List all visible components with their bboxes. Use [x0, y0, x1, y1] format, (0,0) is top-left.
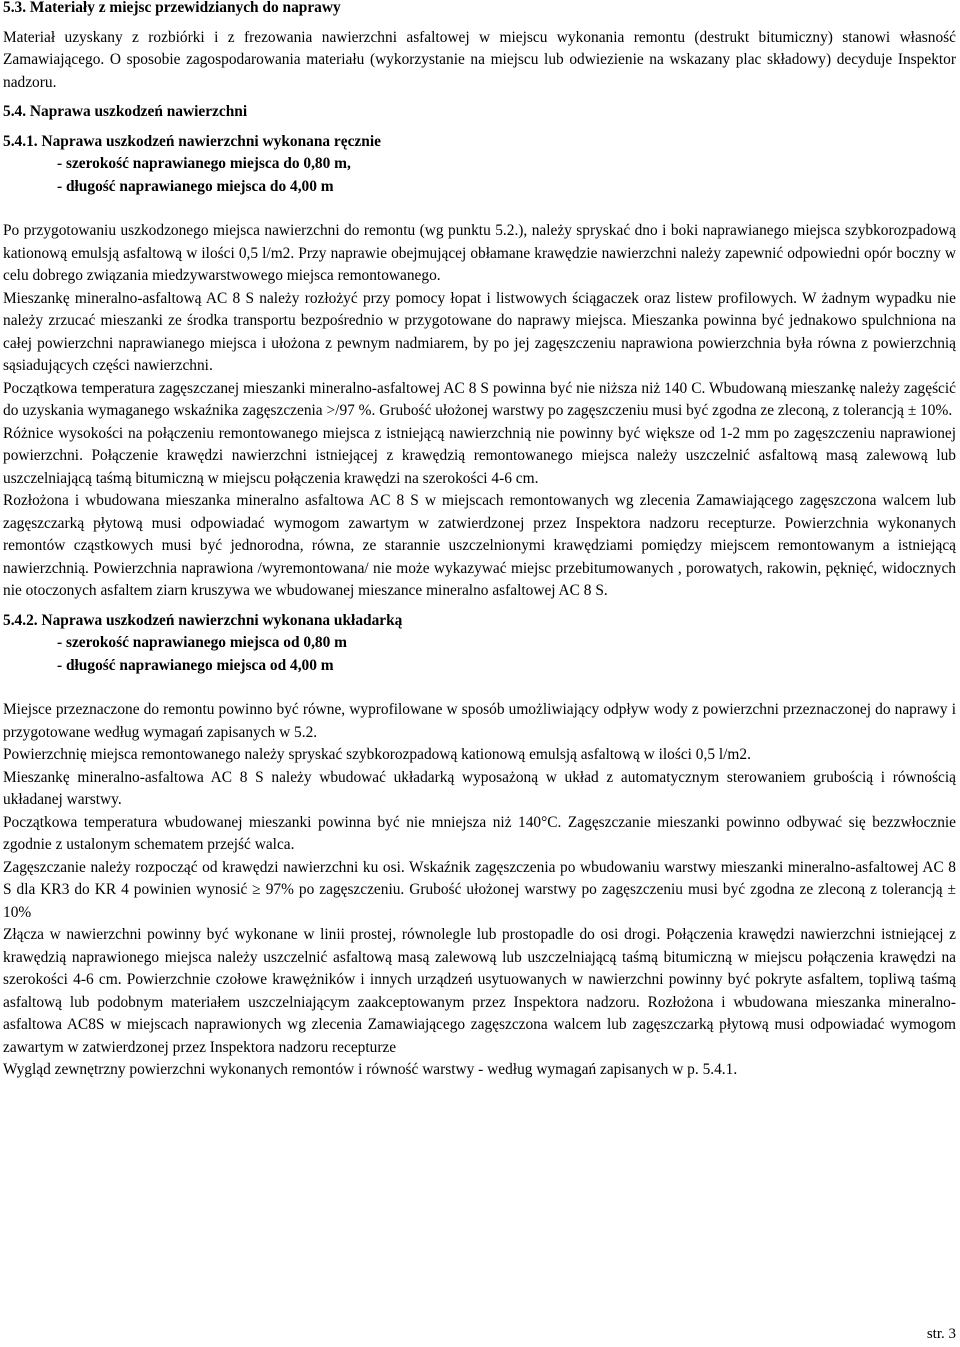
heading-5-4-1-width: - szerokość naprawianego miejsca do 0,80 m, [57, 155, 351, 172]
paragraph-5-4-2-1: Miejsce przeznaczone do remontu powinno być równe, wyprofilowane w sposób umożliwiający odpływ wody z powierzchni przeznaczonej do naprawy i przygotowane według wymagań zapisanych w 5.2. [3, 701, 956, 741]
paragraph-5-4-1-1: Po przygotowaniu uszkodzonego miejsca nawierzchni do remontu (wg punktu 5.2.), należy spryskać dno i boki naprawianego miejsca szybkorozpadową kationową emulsją asfaltową w ilości 0,5 l/m2. Przy naprawie obejmującej obłamane krawędzie nawierzchni należy zapewnić odpowiedni opór boczny w celu dobrego związania miedzywarstwowego miejsca remontowanego. [3, 222, 956, 284]
paragraph-5-4-2-5: Zagęszczanie należy rozpocząć od krawędzi nawierzchni ku osi. Wskaźnik zagęszczenia po wbudowaniu warstwy mieszanki mineralno-asfaltowej AC 8 S dla KR3 do KR 4 powinien wynosić ≥ 97% po zagęszczeniu. Grubość ułożonej warstwy po zagęszczeniu musi być zgodna ze zleconą z tolerancją ± 10% [3, 858, 956, 921]
heading-5-4-2-length: - długość naprawianego miejsca od 4,00 m [57, 656, 334, 674]
paragraph-5-4-1-4: Różnice wysokości na połączeniu remontowanego miejsca z istniejącą nawierzchnią nie powinny być większe od 1-2 mm po zagęszczeniu naprawionej powierzchni. Połączenie krawędzi nawierzchni istniejącej z krawędzią remontowanego miejsca należy uszczelnić asfaltową masą zalewową lub uszczelniającą taśmą bitumiczną w miejscu połączenia krawędzi na szerokości 4-6 cm. [3, 424, 956, 487]
heading-5-4-2: 5.4.2. Naprawa uszkodzeń nawierzchni wykonana układarką [3, 611, 403, 629]
paragraph-5-3: Materiał uzyskany z rozbiórki i z frezowania nawierzchni asfaltowej w miejscu wykonania remontu (destrukt bitumiczny) stanowi własność Zamawiającego. O sposobie zagospodarowania materiału (wykorzystanie na miejscu lub odwiezienie na wskazany plac składowy) decyduje Inspektor nadzoru. [3, 28, 956, 91]
paragraph-5-4-2-3: Mieszankę mineralno-asfaltowa AC 8 S należy wbudować układarką wyposażoną w układ z automatycznym sterowaniem grubością i równością układanej warstwy. [3, 768, 956, 808]
page-number: str. 3 [926, 1326, 956, 1342]
paragraph-5-4-2-4: Początkowa temperatura wbudowanej mieszanki powinna być nie mniejsza niż 140°C. Zagęszczanie mieszanki powinno odbywać się bezzwłocznie zgodnie z ustalonym schematem przejść walca. [3, 813, 956, 853]
heading-5-4: 5.4. Naprawa uszkodzeń nawierzchni [3, 103, 248, 120]
heading-5-3: 5.3. Materiały z miejsc przewidzianych do naprawy [3, 0, 341, 16]
paragraph-5-4-2-7: Wygląd zewnętrzny powierzchni wykonanych remontów i równość warstwy - według wymagań zapisanych w p. 5.4.1. [3, 1061, 738, 1078]
paragraph-5-4-1-3: Początkowa temperatura zagęszczanej mieszanki mineralno-asfaltowej AC 8 S powinna być nie niższa niż 140 C. Wbudowaną mieszankę należy zagęścić do uzyskania wymaganego wskaźnika zagęszczenia >/97 %. Grubość ułożonej warstwy po zagęszczeniu musi być zgodna ze zleconą, z tolerancją ± 10%. [3, 379, 956, 419]
paragraph-5-4-1-5: Rozłożona i wbudowana mieszanka mineralno asfaltowa AC 8 S w miejscach remontowanych wg zlecenia Zamawiającego zagęszczona walcem lub zagęszczarką płytową musi odpowiadać wymogom zawartym w zatwierdzonej przez Inspektora nadzoru recepturze. Powierzchnia wykonanych remontów cząstkowych musi być jednorodna, równa, ze starannie uszczelnionymi krawędziami pomiędzy miejscem remontowanym a istniejącą nawierzchnią. Powierzchnia naprawiona /wyremontowana/ nie może wykazywać miejsc przebitumowanych , porowatych, rakowin, pęknięć, widocznych nie otoczonych asfaltem ziarn kruszywa we wbudowanej mieszance mineralno asfaltowej AC 8 S. [3, 492, 956, 599]
paragraph-5-4-2-2: Powierzchnię miejsca remontowanego należy spryskać szybkorozpadową kationową emulsją asfaltową w ilości 0,5 l/m2. [3, 746, 751, 763]
heading-5-4-1-length: - długość naprawianego miejsca do 4,00 m [57, 177, 334, 195]
paragraph-5-4-1-2: Mieszankę mineralno-asfaltową AC 8 S należy rozłożyć przy pomocy łopat i listwowych ściągaczek oraz listew profilowych. W żadnym wypadku nie należy zrzucać mieszanki ze środka transportu bezpośrednio w przygotowane do naprawy miejsca. Mieszanka powinna być jednakowo spulchniona na całej powierzchni naprawianego miejsca i ułożona z pewnym nadmiarem, by po jej zagęszczeniu naprawiona powierzchnia była równa z powierzchnią sąsiadujących części nawierzchni. [3, 289, 956, 374]
heading-5-4-2-width: - szerokość naprawianego miejsca od 0,80 m [57, 634, 347, 651]
heading-5-4-1: 5.4.1. Naprawa uszkodzeń nawierzchni wykonana ręcznie [3, 132, 381, 150]
document-page [3, 0, 956, 1082]
paragraph-5-4-2-6: Złącza w nawierzchni powinny być wykonane w linii prostej, równolegle lub prostopadle do osi drogi. Połączenia krawędzi nawierzchni istniejącej z krawędzią naprawionego miejsca należy uszczelnić asfaltową masą zalewową lub uszczelniającą taśmą bitumiczną w miejscu połączenia krawędzi na szerokości 4-6 cm. Powierzchnie czołowe krawężników i innych urządzeń usytuowanych w nawierzchni powinny być pokryte asfaltem, topliwą taśmą asfaltową lub podobnym materiałem uszczelniającym zaakceptowanym przez Inspektora nadzoru. Rozłożona i wbudowana mieszanka mineralno-asfaltowa AC8S w miejscach naprawionych wg zlecenia Zamawiającego zagęszczona walcem lub zagęszczarką płytową musi odpowiadać wymogom zawartym w zatwierdzonej przez Inspektora nadzoru recepturze [3, 926, 956, 1056]
